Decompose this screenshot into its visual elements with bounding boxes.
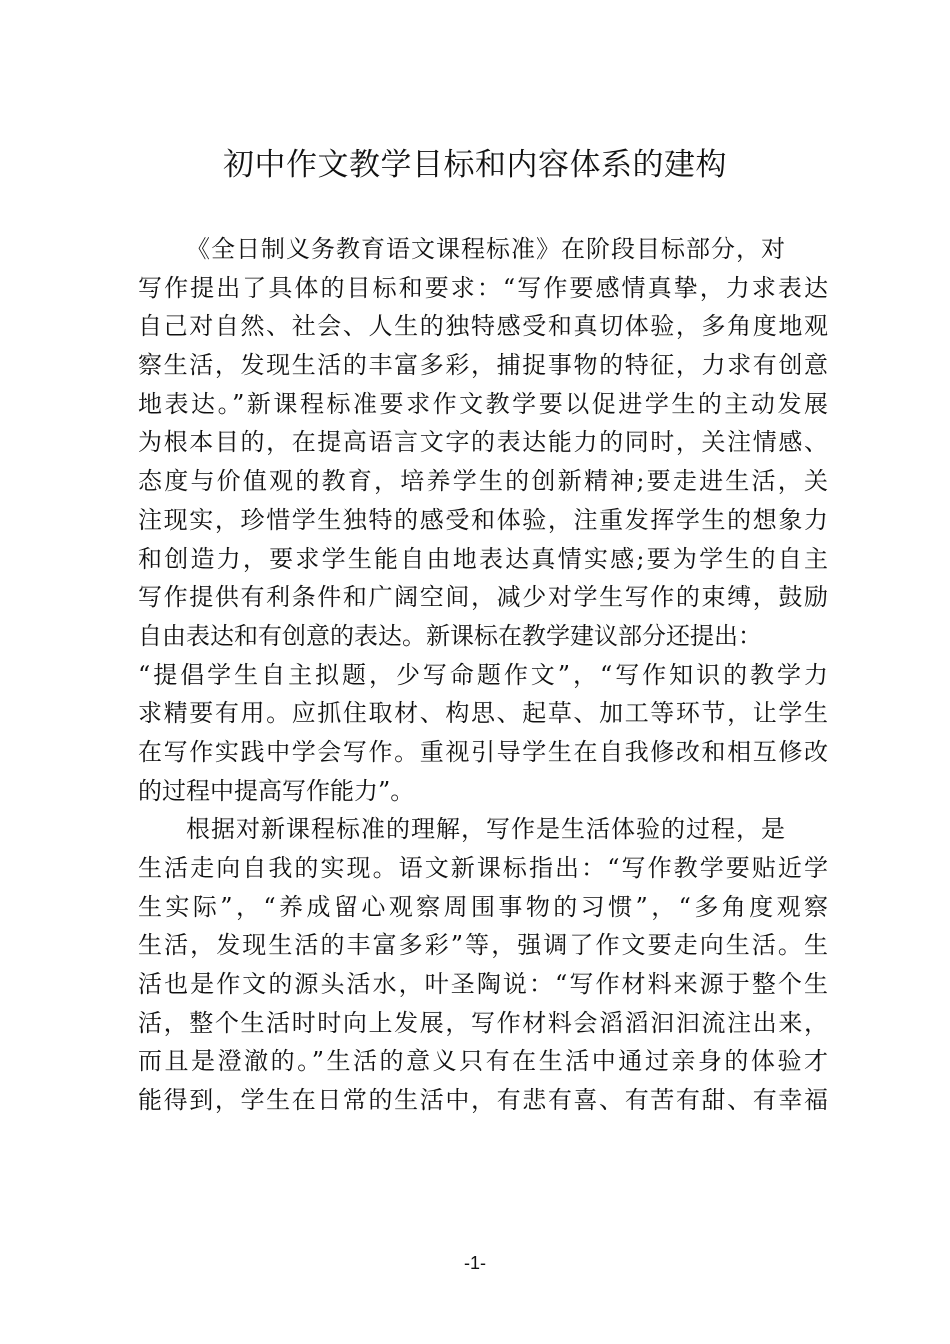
text-line: 为根本目的，在提高语言文字的表达能力的同时，关注情感、: [138, 428, 828, 457]
text-line: “提倡学生自主拟题，少写命题作文”，“写作知识的教学力: [138, 660, 828, 689]
text-line: 生活，发现生活的丰富多彩”等，强调了作文要走向生活。生: [138, 931, 828, 960]
text-line: 根据对新课程标准的理解，写作是生活体验的过程，是: [186, 815, 786, 844]
document-title: 初中作文教学目标和内容体系的建构: [223, 147, 727, 183]
text-line: 求精要有用。应抓住取材、构思、起草、加工等环节，让学生: [138, 699, 828, 728]
text-line: 写作提出了具体的目标和要求：“写作要感情真挚，力求表达: [138, 273, 828, 302]
text-line: 活也是作文的源头活水，叶圣陶说：“写作材料来源于整个生: [138, 970, 828, 999]
text-line: 自己对自然、社会、人生的独特感受和真切体验，多角度地观: [138, 312, 828, 341]
text-line: 态度与价值观的教育，培养学生的创新精神;要走进生活，关: [138, 467, 828, 496]
text-line: 生实际”，“养成留心观察周围事物的习惯”，“多角度观察: [138, 892, 828, 921]
text-line: 写作提供有利条件和广阔空间，减少对学生写作的束缚，鼓励: [138, 583, 828, 612]
text-line: 注现实，珍惜学生独特的感受和体验，注重发挥学生的想象力: [138, 505, 828, 534]
text-line: 《全日制义务教育语文课程标准》在阶段目标部分，对: [186, 235, 786, 263]
paragraph-2: [138, 810, 828, 1120]
text-line: 地表达。”新课程标准要求作文教学要以促进学生的主动发展: [138, 389, 828, 418]
text-line: 生活走向自我的实现。语文新课标指出：“写作教学要贴近学: [138, 854, 828, 882]
text-line: 而且是澄澈的。”生活的意义只有在生活中通过亲身的体验才: [138, 1047, 828, 1076]
text-line: 的过程中提高写作能力”。: [138, 776, 415, 805]
page-number: -1-: [464, 1253, 486, 1273]
text-line: 能得到，学生在日常的生活中，有悲有喜、有苦有甜、有幸福: [138, 1086, 828, 1115]
text-line: 和创造力，要求学生能自由地表达真情实感;要为学生的自主: [138, 544, 828, 573]
text-line: 自由表达和有创意的表达。新课标在教学建议部分还提出：: [138, 621, 762, 650]
paragraph-1: [138, 230, 828, 810]
document-body: [138, 230, 828, 1120]
text-line: 察生活，发现生活的丰富多彩，捕捉事物的特征，力求有创意: [138, 351, 828, 380]
text-line: 在写作实践中学会写作。重视引导学生在自我修改和相互修改: [138, 737, 828, 766]
text-line: 活，整个生活时时向上发展，写作材料会滔滔汩汩流注出来，: [138, 1008, 828, 1037]
